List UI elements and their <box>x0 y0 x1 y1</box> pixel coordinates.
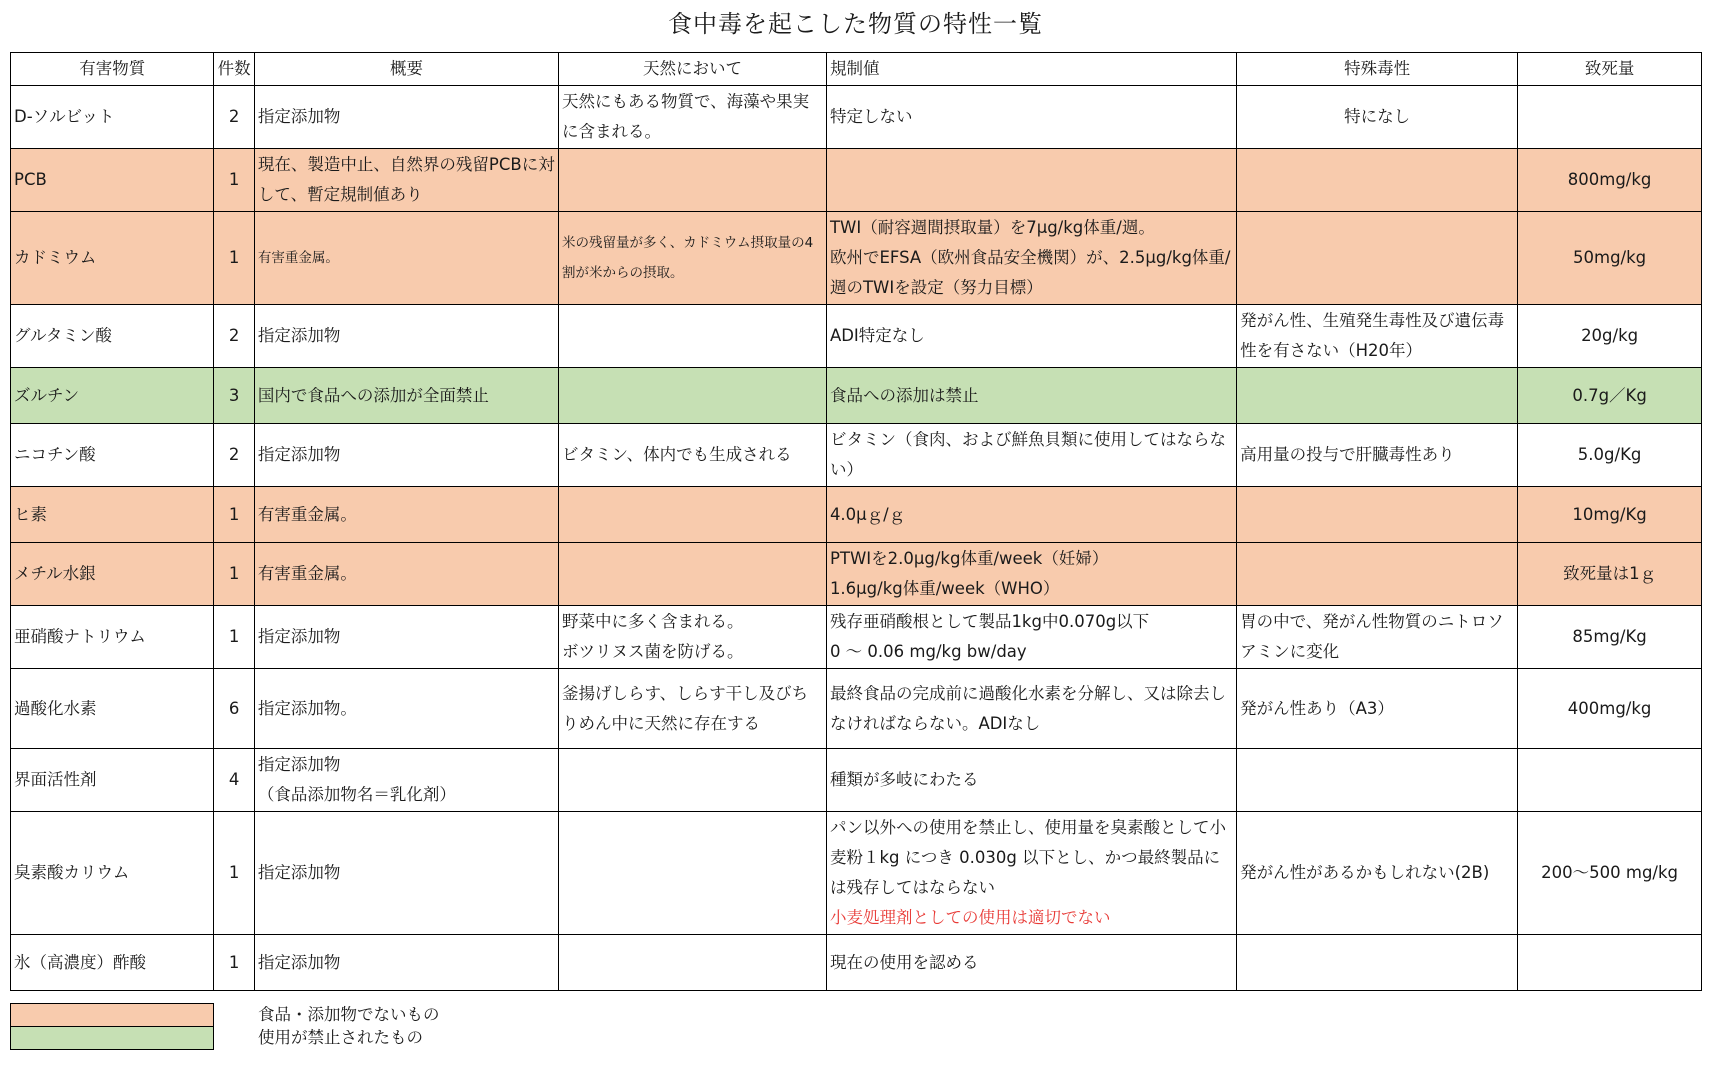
table-row <box>11 368 1702 424</box>
cell-regulation-text: TWI（耐容週間摂取量）を7μg/kg体重/週。 <box>829 218 1155 237</box>
cell-lethal <box>1518 935 1702 991</box>
cell-natural <box>558 669 826 749</box>
cell-count: 6 <box>214 669 254 749</box>
cell-regulation <box>826 86 1236 149</box>
cell-lethal: 10mg/Kg <box>1518 487 1702 543</box>
cell-natural <box>558 749 826 812</box>
cell-summary <box>254 424 558 487</box>
table-row <box>11 935 1702 991</box>
cell-regulation-text: 種類が多岐にわたる <box>829 770 979 789</box>
cell-toxicity <box>1237 935 1518 991</box>
cell-regulation-text: 0 ～ 0.06 mg/kg bw/day <box>829 642 1027 661</box>
header-row <box>11 53 1702 86</box>
cell-natural <box>558 935 826 991</box>
cell-count: 3 <box>214 368 254 424</box>
table-row <box>11 149 1702 212</box>
cell-substance: 臭素酸カリウム <box>11 812 214 935</box>
legend-label: 使用が禁止されたもの <box>258 1028 423 1047</box>
table-row <box>11 812 1702 935</box>
cell-regulation-text: 特定しない <box>829 107 913 126</box>
cell-natural <box>558 543 826 606</box>
cell-summary <box>254 368 558 424</box>
cell-toxicity <box>1237 305 1518 368</box>
cell-summary-text: 国内で食品への添加が全面禁止 <box>257 385 489 405</box>
cell-summary-text: 現在、製造中止、自然界の残留PCBに対して、暫定規制値あり <box>257 155 555 204</box>
cell-regulation <box>826 305 1236 368</box>
cell-natural <box>558 149 826 212</box>
cell-toxicity <box>1237 812 1518 935</box>
cell-regulation-text: 残存亜硝酸根として製品1kg中0.070g以下 <box>829 612 1150 631</box>
cell-substance: グルタミン酸 <box>11 305 214 368</box>
cell-regulation-text: ADI特定なし <box>829 326 925 345</box>
cell-toxicity-text: 高用量の投与で肝臓毒性あり <box>1240 445 1455 464</box>
cell-regulation-text: 1.6μg/kg体重/week（WHO） <box>829 579 1060 598</box>
cell-regulation <box>826 149 1236 212</box>
cell-count: 1 <box>214 812 254 935</box>
cell-toxicity-text: 胃の中で、発がん性物質のニトロソアミンに変化 <box>1240 612 1504 661</box>
legend-label: 食品・添加物でないもの <box>258 1005 440 1024</box>
cell-count: 4 <box>214 749 254 812</box>
cell-substance: PCB <box>11 149 214 212</box>
cell-substance: D-ソルビット <box>11 86 214 149</box>
cell-lethal: 20g/kg <box>1518 305 1702 368</box>
cell-regulation-text: 欧州でEFSA（欧州食品安全機関）が、2.5μg/kg体重/週のTWIを設定（努力目標） <box>829 248 1231 297</box>
cell-count: 2 <box>214 305 254 368</box>
cell-regulation <box>826 424 1236 487</box>
cell-regulation <box>826 935 1236 991</box>
cell-substance: ニコチン酸 <box>11 424 214 487</box>
cell-toxicity <box>1237 212 1518 305</box>
cell-natural-text: 釜揚げしらす、しらす干し及びちりめん中に天然に存在する <box>561 683 809 733</box>
cell-regulation <box>826 368 1236 424</box>
cell-summary-text: 指定添加物 <box>257 755 341 774</box>
cell-natural <box>558 212 826 305</box>
cell-summary <box>254 487 558 543</box>
cell-summary <box>254 935 558 991</box>
cell-count: 1 <box>214 543 254 606</box>
cell-substance: 氷（高濃度）酢酸 <box>11 935 214 991</box>
cell-natural-text: ボツリヌス菌を防げる。 <box>561 642 744 661</box>
cell-natural-text: ビタミン、体内でも生成される <box>561 445 792 464</box>
cell-regulation <box>826 212 1236 305</box>
legend-swatch-green <box>10 1026 214 1050</box>
cell-toxicity-text: 特になし <box>1344 107 1411 126</box>
regulation-warning-note: 小麦処理剤としての使用は適切でない <box>829 908 1111 927</box>
cell-substance: カドミウム <box>11 212 214 305</box>
cell-summary <box>254 305 558 368</box>
cell-summary <box>254 86 558 149</box>
cell-summary-text: 指定添加物 <box>257 445 341 464</box>
cell-summary-text: 指定添加物 <box>257 863 341 882</box>
cell-count: 1 <box>214 149 254 212</box>
cell-regulation <box>826 606 1236 669</box>
cell-natural-text: 野菜中に多く含まれる。 <box>561 612 744 631</box>
table-row <box>11 606 1702 669</box>
cell-substance: 過酸化水素 <box>11 669 214 749</box>
cell-summary-text: 指定添加物。 <box>257 698 357 718</box>
cell-lethal: 400mg/kg <box>1518 669 1702 749</box>
cell-count: 1 <box>214 935 254 991</box>
cell-regulation-text: ビタミン（食肉、および鮮魚貝類に使用してはならない） <box>829 430 1226 479</box>
table-row <box>11 749 1702 812</box>
cell-lethal: 5.0g/Kg <box>1518 424 1702 487</box>
cell-toxicity <box>1237 487 1518 543</box>
cell-lethal: 致死量は1ｇ <box>1518 543 1702 606</box>
cell-natural <box>558 812 826 935</box>
table-row <box>11 487 1702 543</box>
cell-natural <box>558 368 826 424</box>
header-lethal: 致死量 <box>1518 53 1702 86</box>
cell-natural <box>558 305 826 368</box>
cell-natural-text: 米の残留量が多く、カドミウム摂取量の4割が米からの摂取。 <box>561 235 814 281</box>
cell-summary <box>254 749 558 812</box>
table-row <box>11 305 1702 368</box>
cell-toxicity <box>1237 149 1518 212</box>
cell-natural <box>558 86 826 149</box>
cell-summary-text: 有害重金属。 <box>257 504 357 524</box>
cell-natural <box>558 424 826 487</box>
cell-toxicity <box>1237 368 1518 424</box>
header-toxicity: 特殊毒性 <box>1237 53 1518 86</box>
cell-substance: 界面活性剤 <box>11 749 214 812</box>
cell-count: 1 <box>214 606 254 669</box>
cell-regulation <box>826 543 1236 606</box>
cell-count: 2 <box>214 86 254 149</box>
cell-summary <box>254 543 558 606</box>
header-natural: 天然において <box>558 53 826 86</box>
cell-summary-text: 指定添加物 <box>257 627 341 646</box>
cell-count: 1 <box>214 212 254 305</box>
cell-lethal: 85mg/Kg <box>1518 606 1702 669</box>
cell-substance: ズルチン <box>11 368 214 424</box>
cell-lethal: 200～500 mg/kg <box>1518 812 1702 935</box>
table-row <box>11 543 1702 606</box>
cell-toxicity <box>1237 86 1518 149</box>
cell-summary-text: 指定添加物 <box>257 107 341 126</box>
cell-summary <box>254 212 558 305</box>
cell-lethal <box>1518 86 1702 149</box>
cell-toxicity <box>1237 543 1518 606</box>
cell-lethal <box>1518 749 1702 812</box>
cell-summary <box>254 669 558 749</box>
cell-lethal: 800mg/kg <box>1518 149 1702 212</box>
cell-natural <box>558 606 826 669</box>
cell-toxicity-text: 発がん性、生殖発生毒性及び遺伝毒性を有さない（H20年） <box>1240 311 1505 360</box>
header-summary: 概要 <box>254 53 558 86</box>
cell-regulation-text: PTWIを2.0μg/kg体重/week（妊婦） <box>829 549 1109 568</box>
cell-toxicity-text: 発がん性があるかもしれない(2B) <box>1240 863 1490 882</box>
header-regulation: 規制値 <box>826 53 1236 86</box>
table-row <box>11 86 1702 149</box>
table-row <box>11 669 1702 749</box>
cell-summary <box>254 606 558 669</box>
cell-regulation <box>826 669 1236 749</box>
cell-regulation-text: パン以外への使用を禁止し、使用量を臭素酸として小麦粉１kg につき 0.030g 以下とし、かつ最終製品には残存してはならない <box>829 818 1226 897</box>
cell-summary-text: （食品添加物名＝乳化剤） <box>257 785 456 804</box>
cell-substance: ヒ素 <box>11 487 214 543</box>
cell-lethal: 0.7g／Kg <box>1518 368 1702 424</box>
cell-natural-text: 天然にもある物質で、海藻や果実に含まれる。 <box>561 92 810 141</box>
cell-summary-text: 指定添加物 <box>257 952 341 972</box>
header-substance: 有害物質 <box>11 53 214 86</box>
cell-summary-text: 有害重金属。 <box>257 564 357 583</box>
cell-regulation-text: 現在の使用を認める <box>829 952 979 972</box>
cell-count: 1 <box>214 487 254 543</box>
cell-summary <box>254 149 558 212</box>
cell-regulation-text: 4.0μｇ/ｇ <box>829 504 906 524</box>
cell-toxicity <box>1237 606 1518 669</box>
legend-swatch-orange <box>10 1003 214 1027</box>
cell-summary-text: 有害重金属。 <box>257 250 339 266</box>
page-title: 食中毒を起こした物質の特性一覧 <box>668 10 1043 38</box>
cell-regulation-text: 食品への添加は禁止 <box>829 385 979 405</box>
header-count: 件数 <box>214 53 254 86</box>
cell-natural <box>558 487 826 543</box>
cell-toxicity <box>1237 669 1518 749</box>
cell-toxicity-text: 発がん性あり（A3） <box>1240 698 1394 718</box>
cell-toxicity <box>1237 424 1518 487</box>
cell-lethal: 50mg/kg <box>1518 212 1702 305</box>
substance-table <box>10 52 1702 991</box>
cell-regulation <box>826 812 1236 935</box>
cell-summary <box>254 812 558 935</box>
cell-toxicity <box>1237 749 1518 812</box>
table-row <box>11 212 1702 305</box>
cell-substance: 亜硝酸ナトリウム <box>11 606 214 669</box>
cell-regulation-text: 最終食品の完成前に過酸化水素を分解し、又は除去しなければならない。ADIなし <box>829 683 1226 733</box>
cell-count: 2 <box>214 424 254 487</box>
cell-substance: メチル水銀 <box>11 543 214 606</box>
cell-regulation <box>826 749 1236 812</box>
table-row <box>11 424 1702 487</box>
cell-regulation <box>826 487 1236 543</box>
cell-summary-text: 指定添加物 <box>257 326 341 345</box>
